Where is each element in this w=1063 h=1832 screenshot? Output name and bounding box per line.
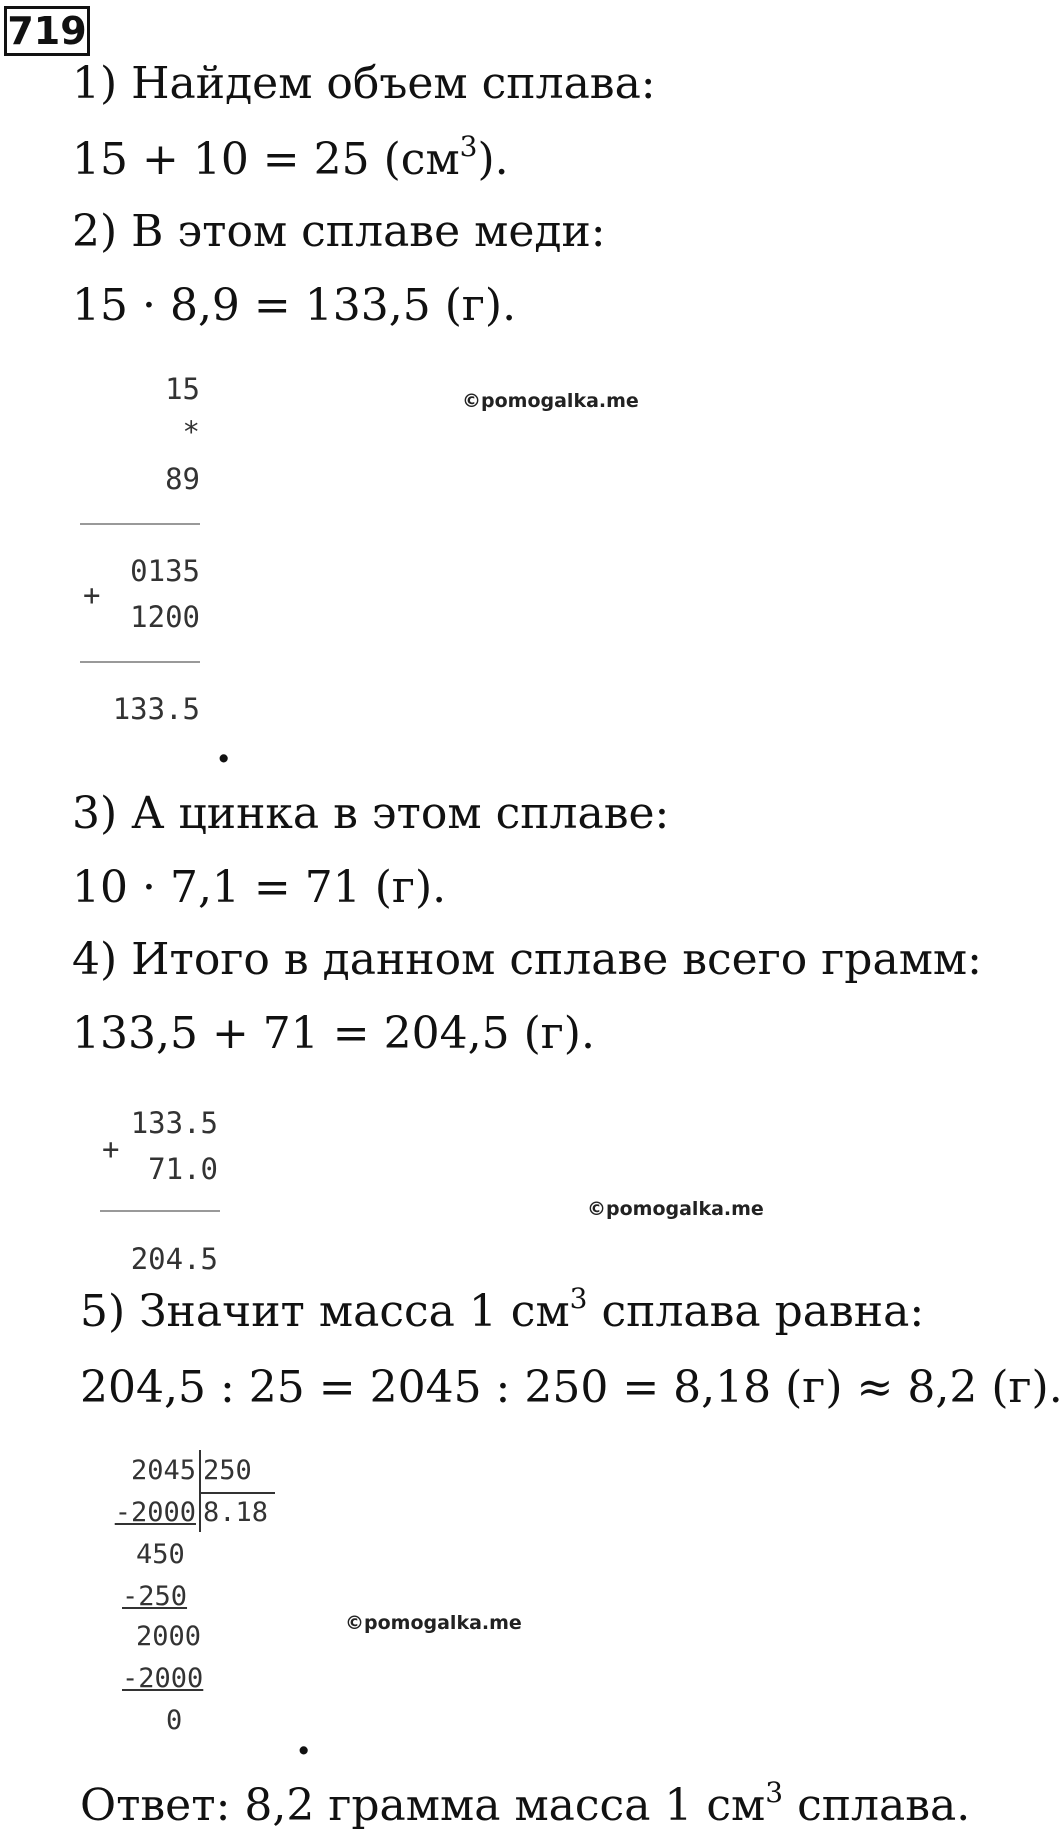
calc-plus: + — [83, 578, 101, 612]
calc-quotient: 8.18 — [203, 1497, 269, 1528]
watermark: ©pomogalka.me — [345, 1612, 522, 1634]
answer: Ответ: 8,2 грамма масса 1 $см^3$ сплава. — [80, 1776, 971, 1831]
calc-operator: * — [182, 415, 200, 449]
step-4-heading: 4) Итого в данном сплаве всего грамм: — [72, 934, 982, 985]
calc-remainder-1: 450 — [136, 1539, 185, 1570]
watermark: ©pomogalka.me — [587, 1198, 764, 1220]
calc-result: 133.5 — [112, 692, 200, 726]
step-5-equation: 204,5 : 25 = 2045 : 250 = 8,18 (г) ≈ 8,2 (г). — [80, 1362, 1063, 1413]
division-vertical-bar — [199, 1450, 201, 1532]
calc-factor-2: 89 — [165, 462, 200, 496]
step-3-heading: 3) А цинка в этом сплаве: — [72, 788, 670, 839]
calc-plus: + — [102, 1132, 120, 1166]
step-2-equation: 15 · 8,9 = 133,5 (г). — [72, 280, 517, 331]
calc-dot: . — [216, 722, 232, 773]
calc-addend-1: 133.5 — [130, 1106, 218, 1140]
watermark: ©pomogalka.me — [462, 390, 639, 412]
problem-number: 719 — [4, 6, 90, 56]
step-1-equation: 15 + 10 = 25 $(см^3)$. — [72, 130, 509, 185]
calc-subtract-3: -2000 — [122, 1663, 204, 1694]
calc-subtract-2: -250 — [122, 1581, 188, 1612]
calc-divisor: 250 — [203, 1455, 252, 1486]
calc-rule — [80, 523, 200, 525]
calc-dividend: 2045 — [130, 1455, 196, 1486]
calc-factor-1: 15 — [165, 372, 200, 406]
division-horizontal-bar — [199, 1492, 275, 1494]
calc-remainder-2: 2000 — [136, 1621, 202, 1652]
calc-dot: . — [296, 1714, 312, 1765]
calc-rule — [80, 661, 200, 663]
calc-rule — [100, 1210, 220, 1212]
step-5-heading: 5) Значит масса 1 $см^3$ сплава равна: — [80, 1282, 925, 1337]
calc-remainder-3: 0 — [166, 1705, 183, 1736]
calc-result: 204.5 — [130, 1242, 218, 1276]
calc-partial-2: 1200 — [130, 600, 200, 634]
calc-subtract-1: -2000 — [114, 1497, 196, 1528]
calc-addend-2: 71.0 — [148, 1152, 218, 1186]
step-1-heading: 1) Найдем объем сплава: — [72, 58, 656, 109]
step-4-equation: 133,5 + 71 = 204,5 (г). — [72, 1008, 595, 1059]
step-2-heading: 2) В этом сплаве меди: — [72, 206, 606, 257]
calc-partial-1: 0135 — [130, 554, 200, 588]
step-3-equation: 10 · 7,1 = 71 (г). — [72, 862, 447, 913]
